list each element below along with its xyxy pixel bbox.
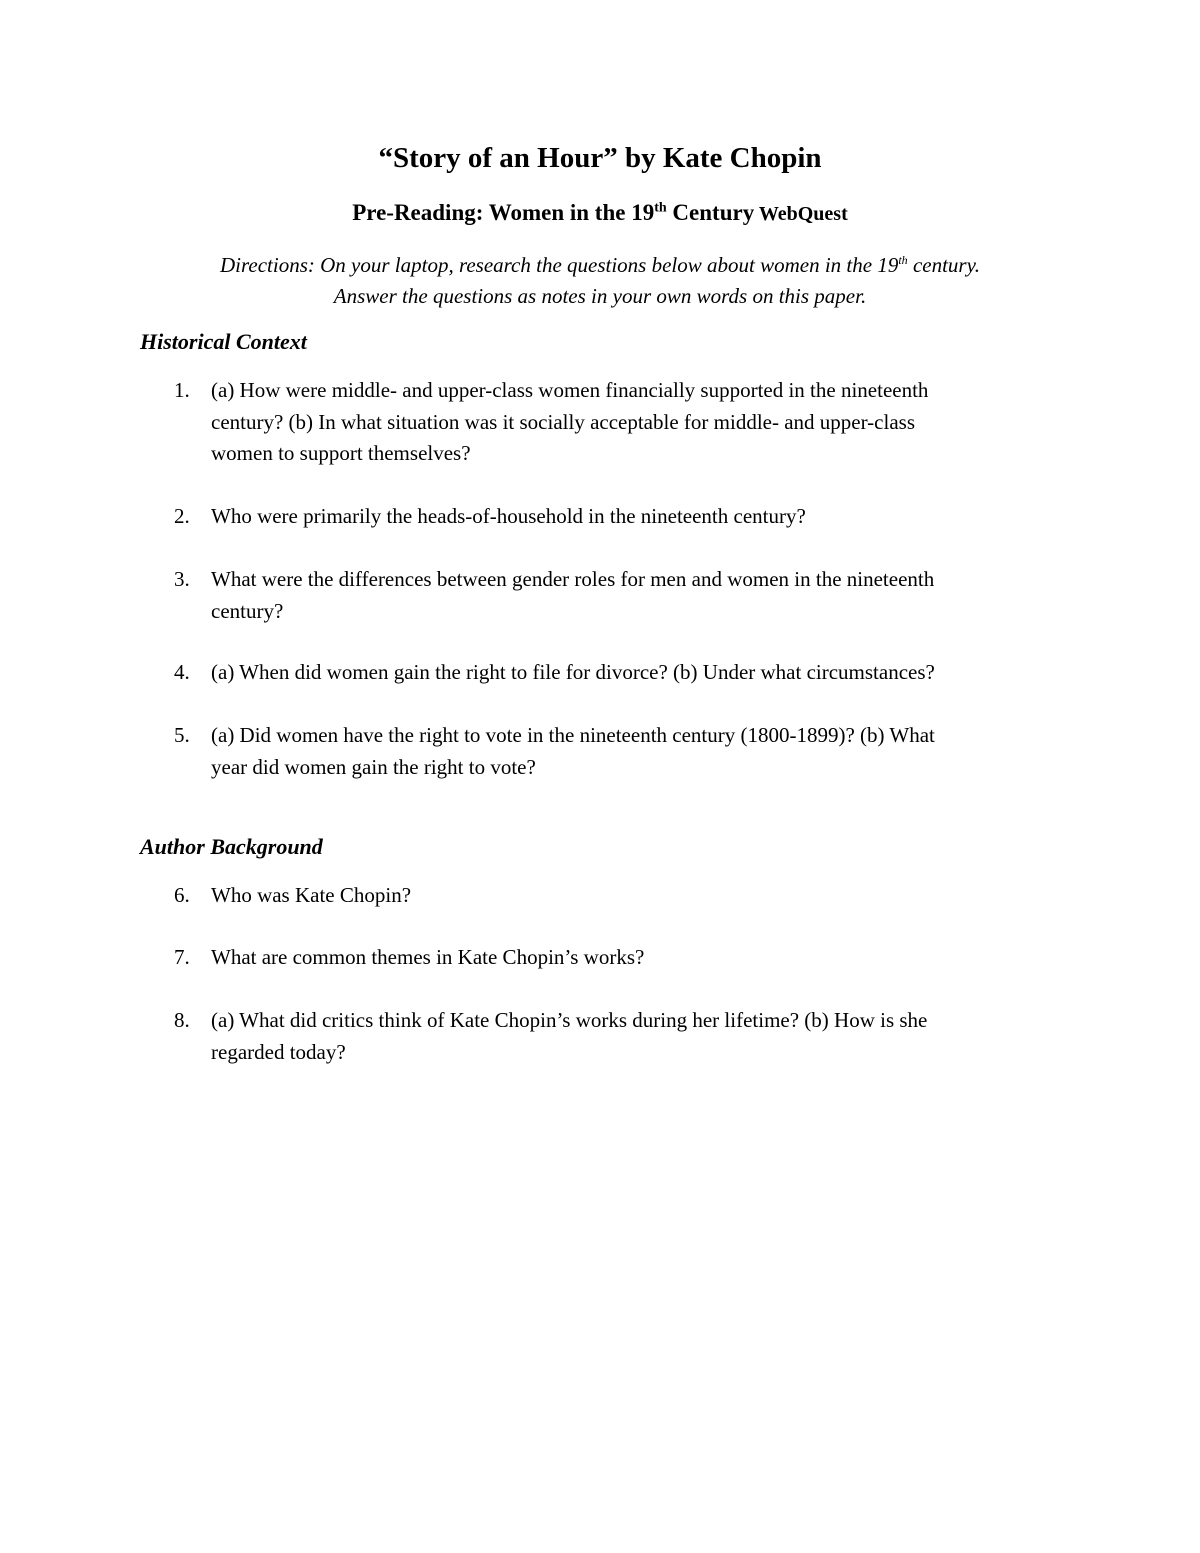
directions-line-1-end: century. <box>907 253 980 277</box>
question-line: What are common themes in Kate Chopin’s works? <box>211 945 645 969</box>
question-number: 4. <box>174 660 190 684</box>
question-text <box>211 501 1041 533</box>
directions-line-1 <box>0 250 1200 281</box>
question-line: century? <box>211 598 284 623</box>
question-line: (a) When did women gain the right to file for divorce? (b) Under what circumstances? <box>211 660 935 684</box>
question-line: Who were primarily the heads-of-household in the nineteenth century? <box>211 504 806 528</box>
subtitle-century: Century <box>666 200 755 225</box>
question-text <box>211 720 1041 783</box>
question-line: women to support themselves? <box>211 441 471 465</box>
question-text <box>211 375 1041 470</box>
question-line: year did women gain the right to vote? <box>211 754 536 779</box>
section-heading-historical-context: Historical Context <box>140 329 307 354</box>
subtitle-superscript: th <box>654 200 667 216</box>
question-number: 5. <box>174 723 190 747</box>
section-heading-author-background: Author Background <box>140 834 323 859</box>
question-number: 3. <box>174 567 190 591</box>
question-line: Who was Kate Chopin? <box>211 883 412 907</box>
document-subtitle <box>0 197 1200 230</box>
question-text <box>211 880 1041 912</box>
question-line: century? (b) In what situation was it socially acceptable for middle- and upper-class <box>211 409 915 434</box>
question-number: 8. <box>174 1008 190 1032</box>
question-line: (a) What did critics think of Kate Chopin’s works during her lifetime? (b) How is she <box>211 1008 928 1032</box>
question-line: (a) How were middle- and upper-class women financially supported in the nineteenth <box>211 378 929 402</box>
question-text <box>211 564 1041 627</box>
question-text <box>211 1005 1041 1068</box>
directions-line-1-text: Directions: On your laptop, research the questions below about women in the 19 <box>220 253 899 277</box>
subtitle-webquest: WebQuest <box>754 203 848 225</box>
question-number: 6. <box>174 883 190 907</box>
directions-line-2: Answer the questions as notes in your own words on this paper. <box>333 284 867 308</box>
question-line: (a) Did women have the right to vote in the nineteenth century (1800-1899)? (b) What <box>211 723 935 747</box>
question-number: 2. <box>174 504 190 528</box>
subtitle-main: Pre-Reading: Women in the 19 <box>352 200 655 225</box>
document-title: “Story of an Hour” by Kate Chopin <box>378 142 822 174</box>
question-number: 1. <box>174 378 190 402</box>
directions-superscript: th <box>898 253 908 267</box>
question-number: 7. <box>174 945 190 969</box>
question-line: What were the differences between gender roles for men and women in the nineteenth <box>211 567 935 591</box>
question-line: regarded today? <box>211 1039 346 1064</box>
question-text <box>211 657 1041 689</box>
question-text <box>211 942 1041 974</box>
directions <box>0 250 1200 312</box>
